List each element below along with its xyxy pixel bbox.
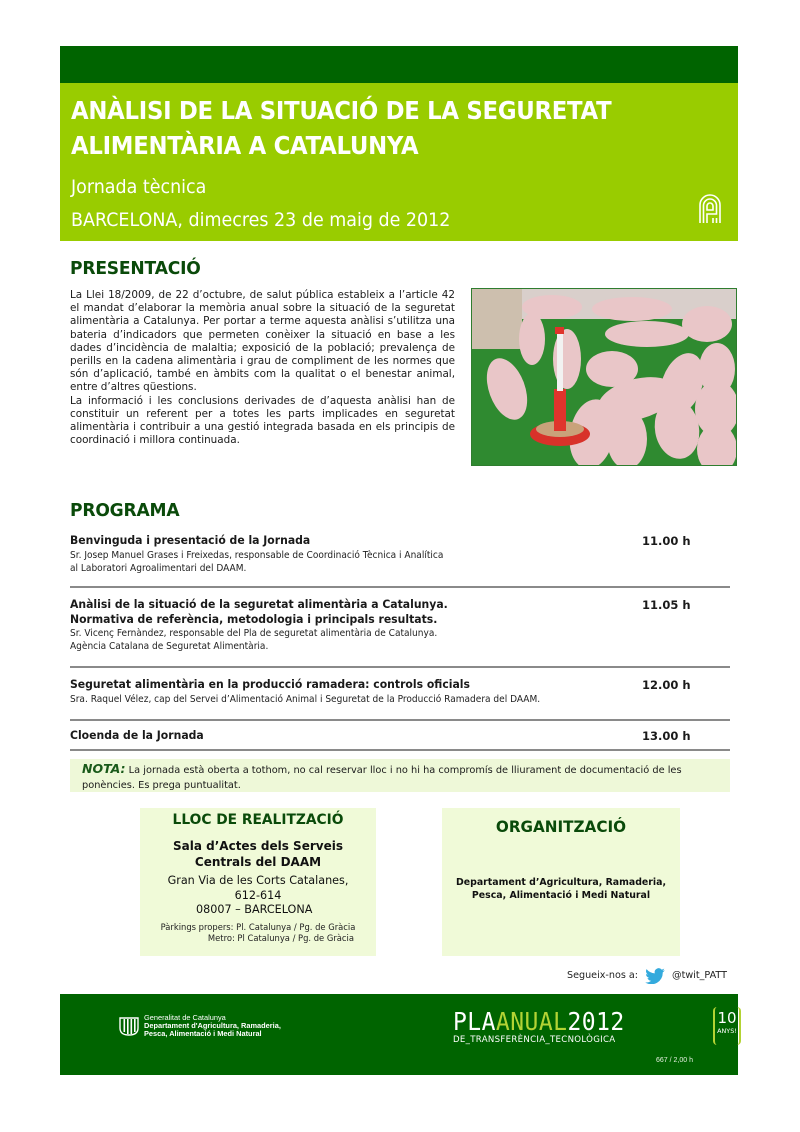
nota-text: La jornada està oberta a tothom, no cal reservar lloc i no hi ha compromís de lliurament de documentació de les ponències. Es prega puntualitat. (82, 765, 682, 791)
document-code: 667 / 2,00 h (656, 1057, 693, 1064)
subtitle: Jornada tècnica (71, 176, 207, 198)
section-title-presentacio: PRESENTACIÓ (70, 258, 201, 279)
generalitat-line-1: Generalitat de Catalunya (144, 1013, 226, 1022)
program-item-time: 13.00 h (642, 729, 691, 743)
follow-label: Segueix-nos a: (567, 970, 638, 981)
venue-box (140, 808, 376, 956)
title-line-2: ALIMENTÀRIA A CATALUNYA (71, 131, 419, 160)
program-item-speaker: Sr. Vicenç Fernàndez, responsable del Pla de seguretat alimentària de Catalunya. (70, 628, 438, 639)
nota-label: NOTA: (82, 761, 126, 776)
section-title-programa: PROGRAMA (70, 500, 180, 521)
generalitat-logo-icon (119, 1016, 139, 1036)
program-item-time: 11.00 h (642, 534, 691, 548)
nota-box (70, 759, 730, 792)
venue-title: LLOC DE REALITZACIÓ (172, 812, 344, 828)
program-divider (70, 666, 730, 668)
program-divider (70, 586, 730, 588)
program-item-title: Anàlisi de la situació de la seguretat alimentària a Catalunya. (70, 598, 448, 611)
venue-address-2: 612-614 (234, 888, 282, 902)
program-item (70, 678, 730, 706)
program-item (70, 598, 730, 653)
date-location: BARCELONA, dimecres 23 de maig de 2012 (71, 209, 451, 231)
program-item-speaker: Sra. Raquel Vélez, cap del Servei d’Alimentació Animal i Seguretat de la Producció Ramadera del DAAM. (70, 693, 541, 705)
twitter-handle[interactable]: @twit_PATT (671, 970, 727, 981)
program-item-title-2: Normativa de referència, metodologia i principals resultats. (70, 612, 438, 626)
program-divider (70, 749, 730, 751)
program-item-speaker: Sr. Josep Manuel Grases i Freixedas, responsable de Coordinació Tècnica i Analítica (70, 549, 444, 561)
program-item (70, 729, 730, 744)
organizer-line-2: Pesca, Alimentació i Medi Natural (471, 890, 651, 901)
pla-subtitle: DE_TRANSFERÈNCIA_TECNOLÒGICA (453, 1035, 616, 1045)
twitter-bird-icon[interactable] (644, 968, 666, 984)
program-item-affiliation: Agència Catalana de Seguretat Alimentària. (70, 641, 269, 652)
venue-metro: Metro: Pl Catalunya / Pg. de Gràcia (207, 932, 354, 943)
program-item-time: 12.00 h (642, 678, 691, 692)
generalitat-text (144, 1014, 281, 1039)
piglets-illustration (472, 289, 737, 466)
program-item-title: Seguretat alimentària en la producció ramadera: controls oficials (70, 678, 470, 691)
organizer-line-1: Departament d’Agricultura, Ramaderia, (455, 877, 667, 888)
organizer-box (442, 808, 680, 956)
anual-word: ANUAL (495, 1007, 568, 1036)
piglets-photo (471, 288, 737, 466)
page-title (71, 93, 611, 163)
title-line-1: ANÀLISI DE LA SITUACIÓ DE LA SEGURETAT (71, 96, 612, 125)
pla-year: 2012 (567, 1007, 625, 1036)
presentacio-paragraph-2: La informació i les conclusions derivades de d’aquesta anàlisi han de constituir un referent per a totes les parts implicades en seguretat alimentària i contribuir a una gestió integrada basada en els principis de coordinació i millora continuada. (70, 394, 455, 447)
program-item-affiliation: al Laboratori Agroalimentari del DAAM. (70, 562, 247, 574)
pla-word: PLA (453, 1007, 496, 1036)
patt-arch-logo-icon (698, 194, 722, 224)
generalitat-line-3: Pesca, Alimentació i Medi Natural (144, 1029, 262, 1039)
program-item-title: Cloenda de la Jornada (70, 729, 204, 742)
presentacio-text (70, 289, 455, 447)
pla-anual-logo (453, 1008, 625, 1035)
ten-years-number: 10 (717, 1009, 737, 1027)
venue-name-2: Centrals del DAAM (194, 855, 322, 869)
venue-address-1: Gran Via de les Corts Catalanes, (167, 874, 349, 887)
social-follow (567, 968, 727, 984)
ten-years-badge (713, 1007, 741, 1045)
venue-address-3: 08007 – BARCELONA (196, 903, 313, 916)
program-item (70, 534, 730, 575)
venue-name-1: Sala d’Actes dels Serveis (173, 839, 343, 853)
presentacio-paragraph-1: La Llei 18/2009, de 22 d’octubre, de salut pública estableix a l’article 42 el mandat d’elaborar la memòria anual sobre la situació de la seguretat alimentària a Catalunya. Per portar a terme aquesta anàlisi s’utilitza una bateria d’indicadors que permeten conèixer la situació en base a les dades d’incidència de malaltia; exposició de la població; prevalença de perills en la cadena alimentària i grau de compliment de les normes que són d’aplicació, també en àmbits com la qualitat o el benestar animal, entre d’altres qüestions. (70, 289, 455, 394)
header-top-band (60, 46, 738, 83)
header-banner (60, 83, 738, 241)
venue-parking: Pàrkings propers: Pl. Catalunya / Pg. de Gràcia (160, 921, 356, 932)
footer (60, 994, 738, 1075)
generalitat-line-2: Departament d'Agricultura, Ramaderia, (144, 1021, 281, 1031)
program-item-title: Benvinguda i presentació de la Jornada (70, 534, 311, 547)
program-item-time: 11.05 h (642, 598, 691, 612)
ten-years-label: ANYS! (717, 1027, 737, 1035)
organizer-title: ORGANITZACIÓ (495, 817, 627, 836)
program-divider (70, 719, 730, 721)
